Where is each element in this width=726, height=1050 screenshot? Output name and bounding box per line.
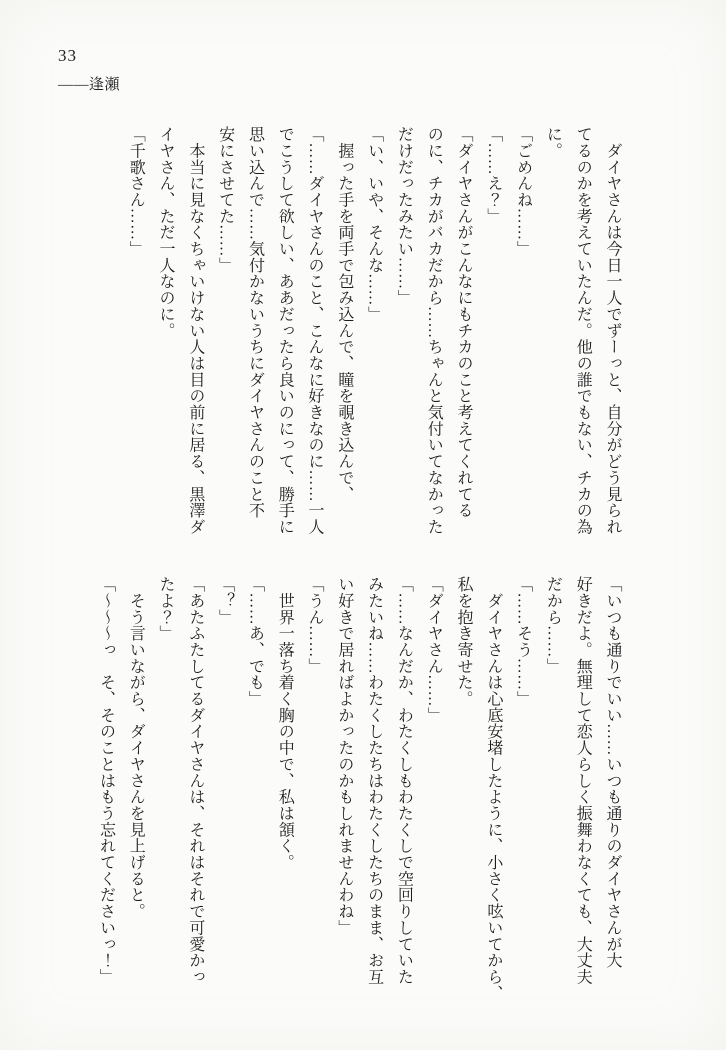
text-line: に。 [544,126,562,159]
text-line: のに、チカがバカだから……ちゃんと気付いてなかった [425,126,443,535]
text-line: い好きで居ればよかったのかもしれませんわね」 [335,576,353,936]
text-line: 好きだよ。無理して恋人らしく振舞わなくても、大丈夫 [574,576,592,985]
text-line: 私を抱き寄せた。 [455,576,473,707]
text-line: 「～～～っ そ、そのことはもう忘れてくださいっ！」 [97,576,115,985]
running-head [58,46,120,94]
text-line: ダイヤさんは今日一人でずーっと、自分がどう見られ [604,126,621,535]
text-line: 世界一落ち着く胸の中で、私は頷く。 [276,576,294,871]
text-line: でこうして欲しい、ああだったら良いのにって、勝手に [276,126,294,535]
text-line: 「うん……」 [306,576,324,675]
text-line: 「千歌さん……」 [127,126,145,257]
text-line: ダイヤさんは心底安堵したように、小さく呟いてから、 [484,576,502,1002]
text-line: 「？」 [216,576,234,626]
text-line: イヤさん、ただ一人なのに。 [157,126,175,339]
text-block-upper [120,126,627,540]
text-line: 本当に見なくちゃいけない人は目の前に居る、黒澤ダ [186,126,204,535]
text-line: 「ダイヤさん……」 [425,576,443,724]
text-block-lower [91,576,627,1008]
text-line: 握った手を両手で包み込んで、瞳を覗き込んで、 [335,126,353,503]
chapter-header: ——逢瀬 [58,77,121,94]
text-line: 「……え？」 [484,126,502,225]
text-line: 「ごめんね……」 [514,126,532,257]
text-line: 「……なんだか、わたくしもわたくしで空回りしていた [395,576,413,985]
text-line: 安にさせてた……」 [216,126,234,274]
text-line: てるのかを考えていたんだ。他の誰でもない、チカの為 [574,126,592,535]
text-line: 「……そう……」 [514,576,532,707]
text-line: 「……ダイヤさんのこと、こんなに好きなのに……一人 [306,126,324,535]
text-line: そう言いながら、ダイヤさんを見上げると。 [127,576,145,920]
text-line: 思い込んで……気付かないうちにダイヤさんのこと不 [246,126,264,519]
page-number: 33 [58,46,77,65]
text-line: 「あたふたしてるダイヤさんは、それはそれで可愛かっ [186,576,204,985]
text-line: みたいね……わたくしたちはわたくしたちのまま、お互 [365,576,383,985]
text-line: 「ダイヤさんがこんなにもチカのこと考えてくれてる [455,126,473,519]
text-line: たよ？」 [157,576,175,642]
text-line: だけだったみたい……」 [395,126,413,306]
text-line: 「……あ、でも」 [246,576,264,707]
text-line: 「いつも通りでいい……いつも通りのダイヤさんが大 [604,576,621,969]
text-line: だから……」 [544,576,562,675]
text-line: 「い、いや、そんな……」 [365,126,383,323]
